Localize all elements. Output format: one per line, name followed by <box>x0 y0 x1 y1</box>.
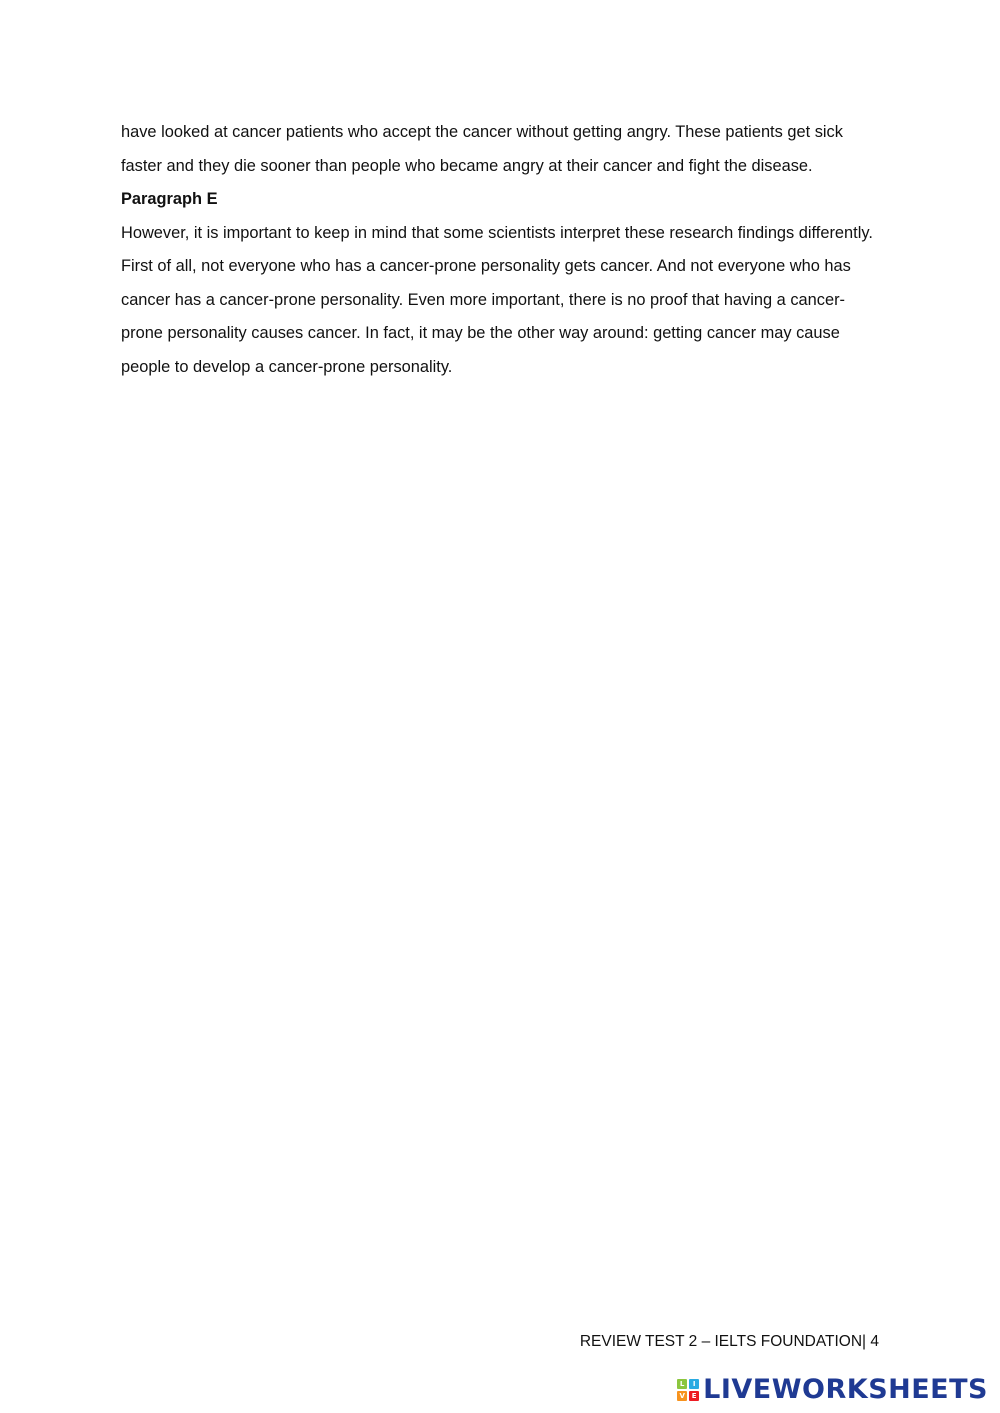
document-body <box>121 116 880 384</box>
logo-mark-letter: I <box>689 1379 699 1389</box>
logo-mark-letter: E <box>689 1391 699 1401</box>
intro-paragraph: have looked at cancer patients who accept the cancer without getting angry. These patients get sick faster and they die sooner than people who became angry at their cancer and fight the disease. <box>121 123 843 175</box>
logo-wordmark: LIVEWORKSHEETS <box>703 1374 988 1405</box>
page-footer: REVIEW TEST 2 – IELTS FOUNDATION| 4 <box>579 1333 879 1350</box>
liveworksheets-logo-icon <box>677 1379 699 1401</box>
logo-mark-letter: V <box>677 1391 687 1401</box>
liveworksheets-logo <box>677 1374 988 1406</box>
logo-mark-letter: L <box>677 1379 687 1389</box>
paragraph-e-text: However, it is important to keep in mind that some scientists interpret these research findings differently. First of all, not everyone who has a cancer-prone personality gets cancer. And not everyone who has cancer has a cancer-prone personality. Even more important, there is no proof that having a cancer-prone personality causes cancer. In fact, it may be the other way around: getting cancer may cause people to develop a cancer-prone personality. <box>121 223 873 376</box>
paragraph-heading: Paragraph E <box>121 190 218 208</box>
